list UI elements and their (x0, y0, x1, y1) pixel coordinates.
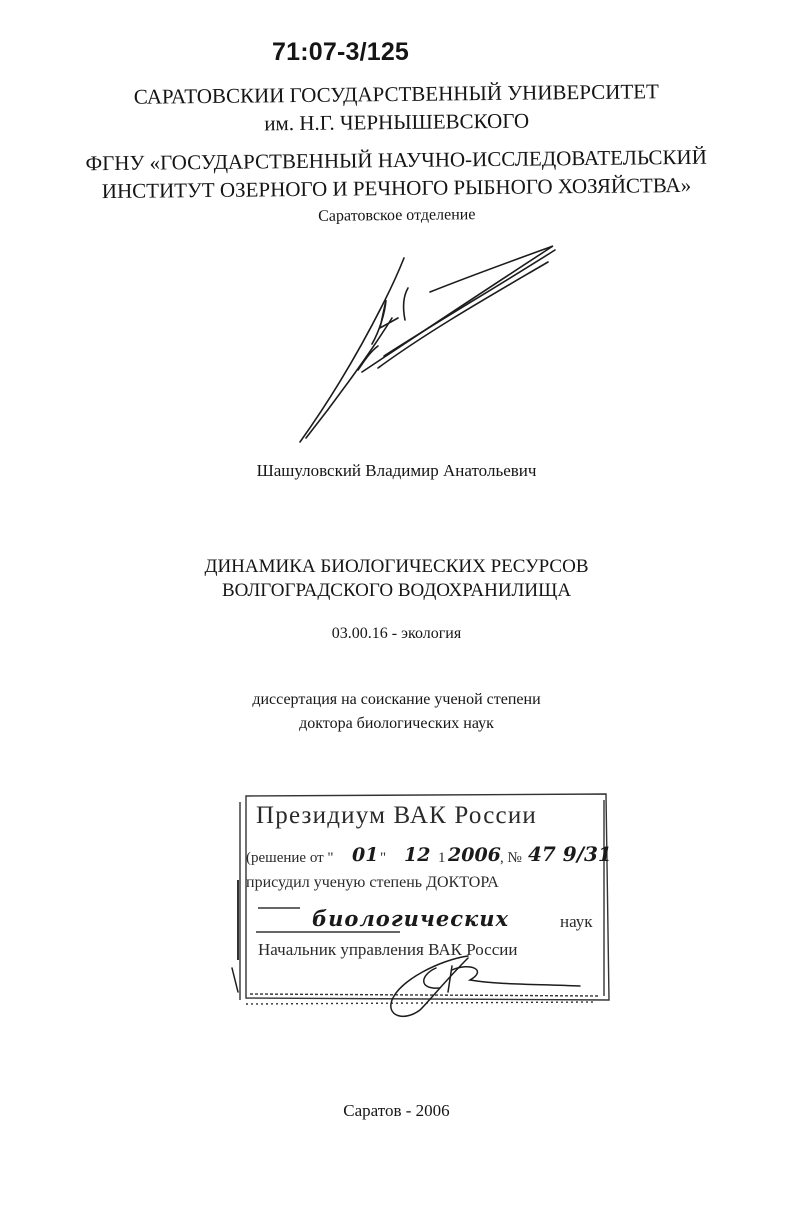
stamp-quote: " (380, 850, 387, 866)
institute-branch: Саратовское отделение (318, 206, 476, 225)
stamp-month: 12 (404, 844, 431, 866)
stamp-year-prefix: 1 (438, 850, 446, 866)
university-name: им. Н.Г. ЧЕРНЫШЕВСКОГО (264, 108, 530, 136)
university-title: САРАТОВСКИИ ГОСУДАРСТВЕННЫЙ УНИВЕРСИТЕТ (133, 79, 659, 109)
city-year: Саратов - 2006 (343, 1101, 450, 1120)
archive-code: 71:07-3/125 (272, 38, 410, 66)
stamp-year: 2006 (448, 844, 501, 866)
stamp-number-label: , № (500, 850, 522, 866)
degree-line-1: диссертация на соискание ученой степени (252, 691, 541, 708)
stamp-decision-label: (решение от " (246, 850, 334, 866)
institute-line-2: ИНСТИТУТ ОЗЕРНОГО И РЕЧНОГО РЫБНОГО ХОЗЯЙСТВА» (101, 172, 692, 204)
stamp-science-suffix: наук (560, 912, 593, 931)
specialty: 03.00.16 - экология (331, 625, 462, 642)
stamp-chief: Начальник управления ВАК России (258, 940, 518, 959)
stamp-heading: Президиум ВАК России (256, 802, 537, 829)
author-name: Шашуловский Владимир Анатольевич (256, 461, 537, 480)
stamp-science-handwritten: биологических (312, 906, 510, 931)
title-line-1: ДИНАМИКА БИОЛОГИЧЕСКИХ РЕСУРСОВ (204, 556, 589, 577)
stamp-day: 01 (352, 844, 379, 866)
stamp-awarded: присудил ученую степень ДОКТОРА (246, 874, 499, 891)
degree-line-2: доктора биологических наук (299, 715, 494, 732)
stamp-number: 47 9/31 (528, 842, 612, 866)
institute-line-1: ФГНУ «ГОСУДАРСТВЕННЫЙ НАУЧНО-ИССЛЕДОВАТЕЛЬСКИЙ (85, 144, 707, 176)
title-line-2: ВОЛГОГРАДСКОГО ВОДОХРАНИЛИЩА (221, 580, 572, 601)
